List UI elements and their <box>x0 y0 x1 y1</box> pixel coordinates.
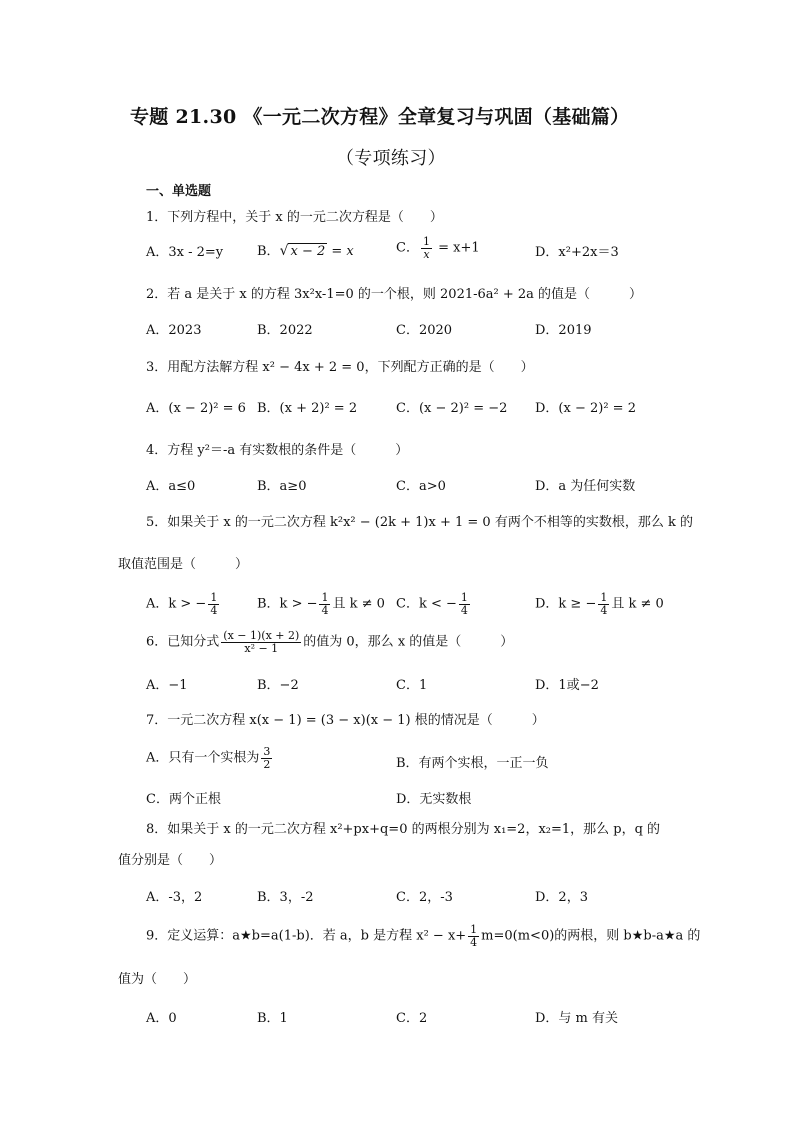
fraction <box>468 924 479 948</box>
fraction-numerator: 1 <box>321 591 329 604</box>
question-6-suffix: 的值为 0，那么 x 的值是（ ） <box>303 634 514 650</box>
question-6-prefix: 6．已知分式 <box>146 634 220 650</box>
question-9-suffix: m=0(m<0)的两根，则 b★b-a★a 的 <box>481 928 701 944</box>
question-3-stem: 3．用配方法解方程 x² − 4x + 2 = 0，下列配方正确的是（ ） <box>146 360 534 375</box>
option-b-condition: 且 k ≠ 0 <box>332 596 385 612</box>
radicand: x − 2 <box>290 244 326 259</box>
fraction-numerator: (x − 1)(x + 2) <box>223 629 300 642</box>
fraction-denominator: 4 <box>470 935 478 949</box>
question-5-stem: 5．如果关于 x 的一元二次方程 k²x² − (2k + 1)x + 1 = 0 有两个不相等的实数根，那么 k 的 <box>146 515 693 530</box>
fraction-numerator: 1 <box>600 591 608 604</box>
question-6-option-d: D．1或−2 <box>535 678 599 693</box>
fraction <box>208 592 219 616</box>
question-8-option-d: D．2，3 <box>535 890 588 905</box>
question-6-stem <box>146 630 513 654</box>
question-7-option-c: C．两个正根 <box>146 792 221 807</box>
fraction <box>459 592 470 616</box>
question-5-option-b <box>257 592 385 616</box>
question-4-option-a: A．a≤0 <box>146 479 196 494</box>
option-c-label: C．k < − <box>396 596 457 612</box>
question-8-option-b: B．3，-2 <box>257 890 314 905</box>
question-1-option-b <box>257 243 354 258</box>
option-b-label: B．k > − <box>257 596 318 612</box>
question-3-option-b: B．(x + 2)² = 2 <box>257 401 358 416</box>
question-4-option-d: D．a 为任何实数 <box>535 479 636 494</box>
question-1-option-c <box>396 236 480 260</box>
fraction-denominator: x² − 1 <box>244 641 279 655</box>
question-6-option-b: B．−2 <box>257 678 299 693</box>
question-7-option-a <box>146 746 274 770</box>
question-9-option-d: D．与 m 有关 <box>535 1011 619 1026</box>
fraction-denominator: 4 <box>321 603 329 617</box>
question-5-stem-continued: 取值范围是（ ） <box>118 557 249 572</box>
fraction <box>598 592 609 616</box>
fraction-denominator: x <box>423 247 430 261</box>
sqrt-symbol: √ <box>279 243 289 259</box>
question-9-stem <box>146 924 700 948</box>
fraction-numerator: 1 <box>470 923 478 936</box>
fraction <box>221 630 301 654</box>
question-9-stem-continued: 值为（ ） <box>118 972 197 987</box>
question-5-option-a <box>146 592 221 616</box>
question-2-option-b: B．2022 <box>257 323 313 338</box>
question-8-stem: 8．如果关于 x 的一元二次方程 x²+px+q=0 的两根分别为 x₁=2，x₂=1，那么 p，q 的 <box>146 822 661 837</box>
fraction-numerator: 1 <box>422 235 430 248</box>
question-2-option-d: D．2019 <box>535 323 592 338</box>
question-6-option-c: C．1 <box>396 678 428 693</box>
question-4-stem: 4．方程 y²＝-a 有实数根的条件是（ ） <box>146 443 409 458</box>
question-9-option-b: B．1 <box>257 1011 288 1026</box>
question-9-option-a: A．0 <box>146 1011 177 1026</box>
question-7-option-d: D．无实数根 <box>396 792 472 807</box>
question-8-option-c: C．2，-3 <box>396 890 453 905</box>
option-b-rhs: = x <box>327 244 354 259</box>
option-c-label: C． <box>396 240 419 256</box>
question-8-stem-continued: 值分别是（ ） <box>118 853 223 868</box>
question-8-option-a: A．-3，2 <box>146 890 203 905</box>
question-3-option-d: D．(x − 2)² = 2 <box>535 401 636 416</box>
fraction <box>319 592 330 616</box>
page-subtitle: （专项练习） <box>336 148 446 169</box>
question-7-stem: 7．一元二次方程 x(x − 1) = (3 − x)(x − 1) 根的情况是（ ） <box>146 713 545 728</box>
question-7-option-b: B．有两个实根，一正一负 <box>396 756 549 771</box>
question-2-option-a: A．2023 <box>146 323 202 338</box>
fraction-denominator: 4 <box>460 603 468 617</box>
option-a-label: A．只有一个实根为 <box>146 750 260 766</box>
fraction-numerator: 1 <box>460 591 468 604</box>
option-d-condition: 且 k ≠ 0 <box>611 596 664 612</box>
fraction-numerator: 3 <box>263 745 271 758</box>
fraction-numerator: 1 <box>210 591 218 604</box>
option-b-label: B． <box>257 244 280 259</box>
option-d-label: D．k ≥ − <box>535 596 597 612</box>
fraction-denominator: 4 <box>210 603 218 617</box>
question-9-prefix: 9．定义运算：a★b=a(1-b)．若 a，b 是方程 x² − x+ <box>146 928 467 944</box>
question-5-option-c <box>396 592 472 616</box>
fraction <box>421 236 432 260</box>
question-6-option-a: A．−1 <box>146 678 188 693</box>
page-title: 专题 21.30 《一元二次方程》全章复习与巩固（基础篇） <box>130 106 630 128</box>
question-3-option-a: A．(x − 2)² = 6 <box>146 401 246 416</box>
question-1-option-d: D．x²+2x＝3 <box>535 245 619 260</box>
fraction-denominator: 2 <box>263 757 271 771</box>
question-1-option-a: A．3x - 2=y <box>146 245 224 260</box>
question-5-option-d <box>535 592 664 616</box>
question-4-option-c: C．a>0 <box>396 479 446 494</box>
question-3-option-c: C．(x − 2)² = −2 <box>396 401 508 416</box>
question-1-stem: 1．下列方程中，关于 x 的一元二次方程是（ ） <box>146 210 443 225</box>
option-a-label: A．k > − <box>146 596 207 612</box>
section-heading: 一、单选题 <box>146 184 212 199</box>
question-2-stem: 2．若 a 是关于 x 的方程 3x²x-1=0 的一个根，则 2021-6a² + 2a 的值是（ ） <box>146 287 643 302</box>
fraction-denominator: 4 <box>600 603 608 617</box>
fraction <box>261 746 272 770</box>
question-4-option-b: B．a≥0 <box>257 479 307 494</box>
question-9-option-c: C．2 <box>396 1011 428 1026</box>
option-c-rhs: = x+1 <box>433 240 480 256</box>
question-2-option-c: C．2020 <box>396 323 453 338</box>
